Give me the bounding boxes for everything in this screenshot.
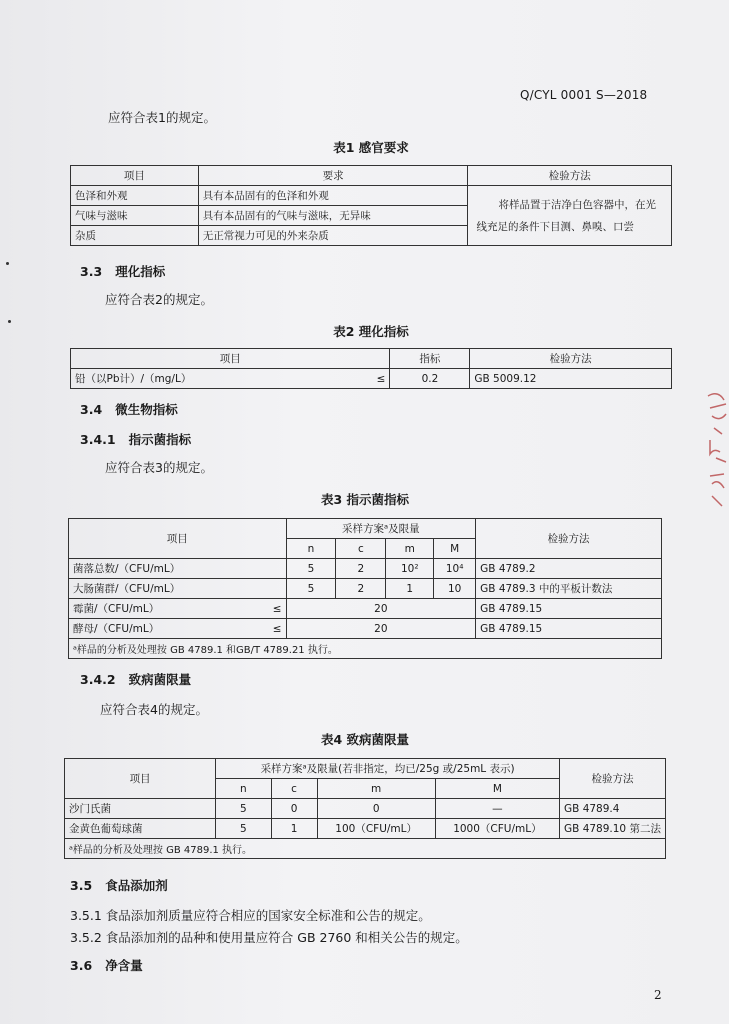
table3-cell: 酵母/（CFU/mL） (69, 619, 267, 639)
table4-cell: 金黄色葡萄球菌 (65, 819, 216, 839)
table3-cell: 20 (286, 619, 476, 639)
table4-cell: GB 4789.10 第二法 (560, 819, 666, 839)
table4-cell: 0 (317, 799, 435, 819)
table3-header-item: 项目 (69, 519, 287, 559)
table3-sub-m: m (386, 539, 434, 559)
table3-cell: 10² (386, 559, 434, 579)
section-title: 致病菌限量 (128, 672, 192, 687)
table4-cell: 1 (271, 819, 317, 839)
table2-header-index: 指标 (390, 349, 470, 369)
section-3-3-heading (80, 262, 165, 280)
section-3-6-heading (70, 956, 143, 974)
table4-cell: 沙门氏菌 (65, 799, 216, 819)
intro-table1: 应符合表1的规定。 (108, 110, 216, 125)
section-3-5-heading (70, 876, 168, 894)
table4-cell: 5 (216, 799, 271, 819)
table3-cell: 10⁴ (434, 559, 476, 579)
table1-method-cell (468, 186, 672, 246)
table2-header-method: 检验方法 (470, 349, 672, 369)
table3-cell: ≤ (266, 619, 286, 639)
section-number: 3.4.2 (80, 672, 116, 687)
table4-caption: 表4 致病菌限量 (320, 732, 410, 747)
table2-cell: GB 5009.12 (470, 369, 672, 389)
table4-cell: — (435, 799, 559, 819)
scan-speck (8, 320, 11, 323)
section-title: 指示菌指标 (128, 432, 192, 447)
table1-method-line2: 线充足的条件下目测、鼻嗅、口尝 (476, 220, 634, 233)
table2-cell: ≤ (310, 369, 390, 389)
table2-cell: 0.2 (390, 369, 470, 389)
section-3-3-text: 应符合表2的规定。 (105, 292, 213, 307)
table3-sub-M: M (434, 539, 476, 559)
table4-sub-c: c (271, 779, 317, 799)
table4-sub-m: m (317, 779, 435, 799)
section-3-4-1-heading (80, 430, 191, 448)
section-number: 3.5 (70, 878, 93, 893)
table3-cell: 2 (336, 579, 386, 599)
table3-sub-c: c (336, 539, 386, 559)
table3-cell: 大肠菌群/（CFU/mL） (69, 579, 287, 599)
table3-cell: 霉菌/（CFU/mL） (69, 599, 267, 619)
section-title: 理化指标 (115, 264, 166, 279)
table3-caption: 表3 指示菌指标 (320, 492, 410, 507)
table2-header-item: 项目 (71, 349, 390, 369)
section-number: 3.6 (70, 958, 93, 973)
standard-code: Q/CYL 0001 S—2018 (520, 88, 648, 102)
table3-cell: 2 (336, 559, 386, 579)
table3-cell: GB 4789.15 (476, 599, 662, 619)
table1-header-method: 检验方法 (468, 166, 672, 186)
table3-footnote: ᵃ样品的分析及处理按 GB 4789.1 和GB/T 4789.21 执行。 (69, 639, 662, 659)
scan-speck (6, 262, 9, 265)
table3-header-plan: 采样方案ᵃ及限量 (286, 519, 476, 539)
table1-cell: 色泽和外观 (71, 186, 199, 206)
table4-sub-M: M (435, 779, 559, 799)
section-3-4-2-text: 应符合表4的规定。 (100, 702, 208, 717)
page-number: 2 (654, 988, 662, 1002)
table3-sub-n: n (286, 539, 336, 559)
table3-cell: ≤ (266, 599, 286, 619)
table3-cell: GB 4789.2 (476, 559, 662, 579)
section-3-4-heading (80, 400, 178, 418)
section-title: 微生物指标 (115, 402, 178, 417)
section-number: 3.4 (80, 402, 103, 417)
table2-cell: 铅（以Pb计）/（mg/L） (71, 369, 311, 389)
table2-caption: 表2 理化指标 (333, 324, 409, 339)
table1-cell: 气味与滋味 (71, 206, 199, 226)
table4-footnote: ᵃ样品的分析及处理按 GB 4789.1 执行。 (65, 839, 666, 859)
table4-sub-n: n (216, 779, 271, 799)
table4-header-plan: 采样方案ᵃ及限量(若非指定，均已/25g 或/25mL 表示) (216, 759, 560, 779)
table1 (70, 165, 672, 246)
table4-cell: 0 (271, 799, 317, 819)
section-3-4-1-text: 应符合表3的规定。 (105, 460, 213, 475)
table1-cell: 无正常视力可见的外来杂质 (198, 226, 468, 246)
red-ink-strokes (704, 388, 729, 518)
table1-cell: 杂质 (71, 226, 199, 246)
table3-cell: 菌落总数/（CFU/mL） (69, 559, 287, 579)
table4-cell: 5 (216, 819, 271, 839)
section-number: 3.4.1 (80, 432, 116, 447)
table3-header-method: 检验方法 (476, 519, 662, 559)
table3-cell: 10 (434, 579, 476, 599)
table4-cell: GB 4789.4 (560, 799, 666, 819)
section-3-5-2-text: 3.5.2 食品添加剂的品种和使用量应符合 GB 2760 和相关公告的规定。 (70, 930, 468, 945)
table1-caption: 表1 感官要求 (333, 140, 409, 155)
table4-header-method: 检验方法 (560, 759, 666, 799)
section-3-4-2-heading (80, 670, 191, 688)
table1-cell: 具有本品固有的气味与滋味，无异味 (198, 206, 468, 226)
section-3-5-1-text: 3.5.1 食品添加剂质量应符合相应的国家安全标准和公告的规定。 (70, 908, 431, 923)
section-number: 3.3 (80, 264, 103, 279)
table4 (64, 758, 666, 859)
table3-cell: GB 4789.3 中的平板计数法 (476, 579, 662, 599)
table1-header-item: 项目 (71, 166, 199, 186)
section-title: 食品添加剂 (105, 878, 168, 893)
table1-cell: 具有本品固有的色泽和外观 (198, 186, 468, 206)
table1-method-line1: 将样品置于洁净白色容器中，在光 (498, 198, 656, 211)
table3-cell: 5 (286, 579, 336, 599)
red-handwriting-mark (704, 388, 729, 526)
table1-header-req: 要求 (198, 166, 468, 186)
table4-header-item: 项目 (65, 759, 216, 799)
table4-cell: 1000（CFU/mL） (435, 819, 559, 839)
table3-cell: 5 (286, 559, 336, 579)
table3-cell: 20 (286, 599, 476, 619)
table3-cell: 1 (386, 579, 434, 599)
table3-cell: GB 4789.15 (476, 619, 662, 639)
table4-cell: 100（CFU/mL） (317, 819, 435, 839)
table2 (70, 348, 672, 389)
section-title: 净含量 (105, 958, 143, 973)
table3 (68, 518, 662, 659)
